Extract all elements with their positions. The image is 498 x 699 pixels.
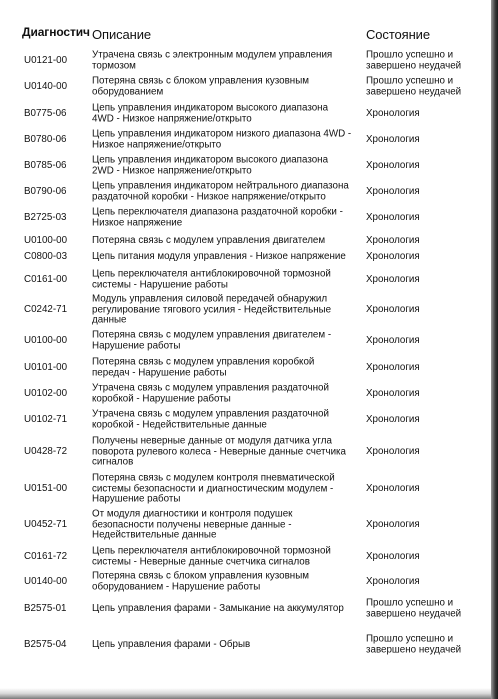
dtc-code: U0151-00 bbox=[24, 482, 68, 494]
table-row bbox=[0, 382, 491, 406]
dtc-description: Цепь переключателя диапазона раздаточной коробки - Низкое напряжение bbox=[92, 206, 343, 228]
dtc-code: C0242-71 bbox=[24, 303, 68, 315]
dtc-state: Прошло успешно и завершено неудачей bbox=[366, 633, 462, 655]
dtc-description: Цепь управления индикатором высокого диапазона 4WD - Низкое напряжение/открыто bbox=[92, 102, 329, 124]
dtc-code: B2725-03 bbox=[24, 211, 67, 223]
dtc-code: B0775-06 bbox=[24, 107, 67, 119]
dtc-state: Хронология bbox=[366, 133, 420, 145]
dtc-code: U0100-00 bbox=[24, 334, 68, 346]
table-row bbox=[0, 633, 491, 657]
dtc-description: Потеряна связь с блоком управления кузовным оборудованием bbox=[92, 75, 309, 97]
dtc-code: U0140-00 bbox=[24, 575, 68, 587]
table-row bbox=[0, 206, 491, 230]
dtc-description: Цепь управления фарами - Замыкание на аккумулятор bbox=[92, 602, 344, 614]
dtc-state: Хронология bbox=[366, 387, 420, 399]
dtc-description: Цепь управления индикатором низкого диапазона 4WD - Низкое напряжение/открыто bbox=[92, 128, 352, 150]
dtc-state: Хронология bbox=[366, 273, 420, 285]
dtc-code: U0100-00 bbox=[24, 234, 68, 246]
dtc-description: Цепь управления фарами - Обрыв bbox=[92, 638, 251, 650]
table-row bbox=[0, 408, 491, 432]
dtc-description: Цепь управления индикатором нейтрального диапазона раздаточной коробки - Низкое напряжение/открыто bbox=[92, 180, 349, 202]
dtc-state: Хронология bbox=[366, 361, 420, 373]
dtc-state: Хронология bbox=[366, 159, 420, 171]
dtc-state: Хронология bbox=[366, 234, 420, 246]
dtc-description: Потеряна связь с модулем управления коробкой передач - Нарушение работы bbox=[92, 356, 315, 378]
dtc-state: Хронология bbox=[366, 185, 420, 197]
dtc-code: B2575-01 bbox=[24, 602, 67, 614]
table-row bbox=[0, 249, 491, 265]
dtc-code: U0102-71 bbox=[24, 413, 68, 425]
dtc-code: C0161-00 bbox=[24, 273, 68, 285]
dtc-description: Потеряна связь с модулем контроля пневматической системы безопасности и диагностическим модулем - Нарушение работы bbox=[92, 472, 335, 505]
table-row bbox=[0, 597, 491, 621]
dtc-code: U0452-71 bbox=[24, 518, 68, 530]
dtc-code: U0102-00 bbox=[24, 387, 68, 399]
dtc-state: Хронология bbox=[366, 107, 420, 119]
column-header-code: Диагностич bbox=[22, 25, 90, 39]
dtc-code: U0121-00 bbox=[24, 54, 68, 66]
dtc-state: Прошло успешно и завершено неудачей bbox=[366, 597, 462, 619]
dtc-code: U0428-72 bbox=[24, 445, 68, 457]
dtc-code: U0140-00 bbox=[24, 80, 68, 92]
table-row bbox=[0, 268, 491, 292]
dtc-state: Хронология bbox=[366, 482, 420, 494]
dtc-state: Хронология bbox=[366, 211, 420, 223]
dtc-description: От модуля диагностики и контроля подушек безопасности получены неверные данные - Недействительные данные bbox=[92, 508, 293, 541]
table-row bbox=[0, 545, 491, 569]
page-bottom-edge bbox=[0, 688, 491, 699]
table-row bbox=[0, 472, 491, 506]
dtc-code: B2575-04 bbox=[24, 638, 67, 650]
dtc-description: Получены неверные данные от модуля датчика угла поворота рулевого колеса - Неверные данные счетчика сигналов bbox=[92, 435, 346, 468]
table-row bbox=[0, 102, 491, 126]
dtc-code: C0161-72 bbox=[24, 550, 68, 562]
dtc-state: Хронология bbox=[366, 518, 420, 530]
table-row bbox=[0, 49, 491, 73]
dtc-state: Хронология bbox=[366, 334, 420, 346]
table-row bbox=[0, 75, 491, 99]
table-row bbox=[0, 329, 491, 353]
dtc-code: U0101-00 bbox=[24, 361, 68, 373]
dtc-code: C0800-03 bbox=[24, 250, 68, 262]
dtc-state: Прошло успешно и завершено неудачей bbox=[366, 75, 462, 97]
table-row bbox=[0, 435, 491, 469]
table-row bbox=[0, 508, 491, 542]
dtc-description: Модуль управления силовой передачей обнаружил регулирование тягового усилия - Недействительные данные bbox=[92, 293, 332, 326]
dtc-code: B0780-06 bbox=[24, 133, 67, 145]
table-row bbox=[0, 154, 491, 178]
dtc-state: Хронология bbox=[366, 550, 420, 562]
table-row bbox=[0, 570, 491, 594]
dtc-state: Прошло успешно и завершено неудачей bbox=[366, 49, 462, 71]
dtc-description: Потеряна связь с модулем управления двигателем - Нарушение работы bbox=[92, 329, 332, 351]
dtc-code: B0790-06 bbox=[24, 185, 67, 197]
table-row bbox=[0, 233, 491, 249]
table-row bbox=[0, 180, 491, 204]
dtc-description: Утрачена связь с модулем управления раздаточной коробкой - Недействительные данные bbox=[92, 408, 329, 430]
dtc-description: Утрачена связь с модулем управления раздаточной коробкой - Нарушение работы bbox=[92, 382, 329, 404]
dtc-state: Хронология bbox=[366, 250, 420, 262]
table-row bbox=[0, 293, 491, 327]
page-edge-shadow bbox=[491, 0, 498, 699]
dtc-state: Хронология bbox=[366, 413, 420, 425]
table-row bbox=[0, 128, 491, 152]
dtc-description: Потеряна связь с модулем управления двигателем bbox=[92, 234, 326, 246]
table-row bbox=[0, 356, 491, 380]
dtc-description: Утрачена связь с электронным модулем управления тормозом bbox=[92, 49, 333, 71]
dtc-description: Цепь управления индикатором высокого диапазона 2WD - Низкое напряжение/открыто bbox=[92, 154, 329, 176]
dtc-description: Потеряна связь с блоком управления кузовным оборудованием - Нарушение работы bbox=[92, 570, 309, 592]
column-header-description: Описание bbox=[92, 27, 152, 42]
dtc-state: Хронология bbox=[366, 575, 420, 587]
dtc-description: Цепь переключателя антиблокировочной тормозной системы - Нарушение работы bbox=[92, 268, 331, 290]
column-header-state: Состояние bbox=[366, 27, 430, 42]
dtc-description: Цепь переключателя антиблокировочной тормозной системы - Неверные данные счетчика сигналов bbox=[92, 545, 331, 567]
dtc-description: Цепь питания модуля управления - Низкое напряжение bbox=[92, 250, 346, 262]
dtc-state: Хронология bbox=[366, 303, 420, 315]
dtc-state: Хронология bbox=[366, 445, 420, 457]
dtc-code: B0785-06 bbox=[24, 159, 67, 171]
